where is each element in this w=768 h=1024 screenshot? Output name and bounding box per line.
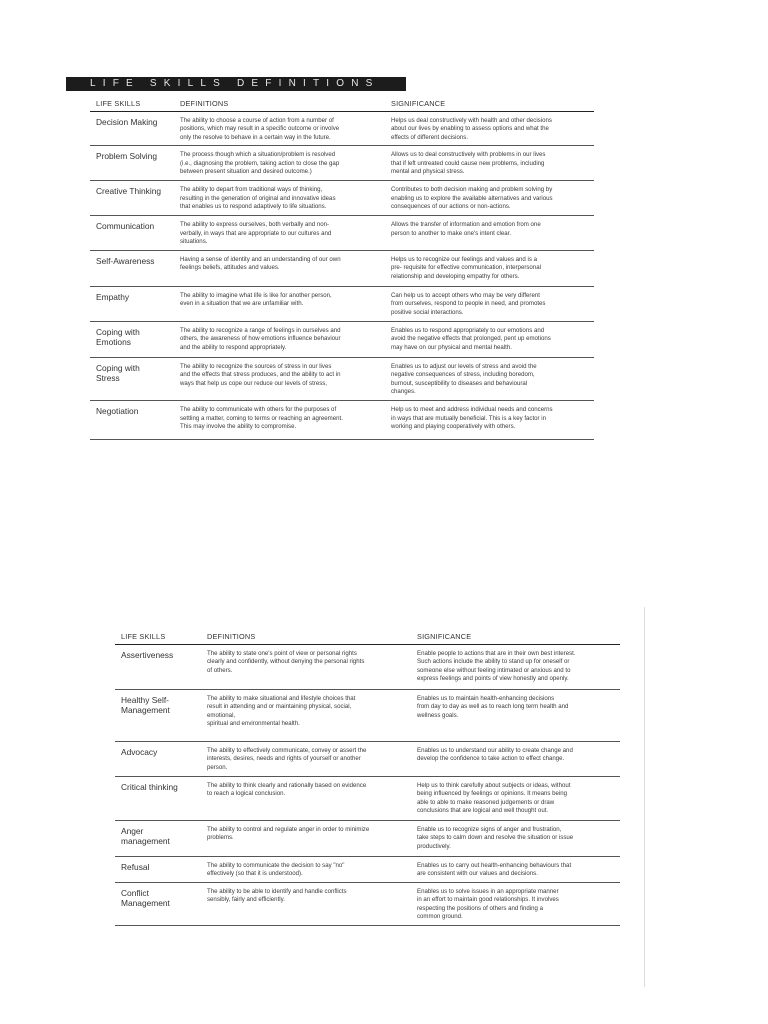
significance-cell: Enable people to actions that are in their own best interest. Such actions include the ability to stand up for oneself or someone else without feeling intimated or anxious and to express feelings and points of view honestly and openly. <box>411 644 620 689</box>
skill-cell: Coping with Emotions <box>90 321 174 357</box>
table-row <box>90 357 594 400</box>
skill-cell: Conflict Management <box>115 882 201 925</box>
table-row <box>90 401 594 440</box>
skill-cell: Communication <box>90 216 174 251</box>
skill-cell: Self-Awareness <box>90 250 174 286</box>
definition-cell: The ability to control and regulate anger in order to minimize problems. <box>201 820 411 856</box>
definition-cell: The ability to state one's point of view or personal rights clearly and confidently, without denying the personal rights of others. <box>201 644 411 689</box>
definition-cell: The ability to depart from traditional ways of thinking, resulting in the generation of original and innovative ideas that enables us to respond adaptively to life situations. <box>174 181 385 216</box>
table-row <box>90 111 594 146</box>
significance-cell: Enables us to respond appropriately to our emotions and avoid the negative effects that prolonged, pent up emotions may have on our physical and mental health. <box>385 321 594 357</box>
skill-cell: Assertiveness <box>115 644 201 689</box>
skill-cell: Decision Making <box>90 111 174 146</box>
significance-cell: Help us to meet and address individual needs and concerns in ways that are mutually beneficial. This is a key factor in working and playing cooperatively with others. <box>385 401 594 440</box>
section-banner: LIFE SKILLS DEFINITIONS <box>66 77 406 91</box>
significance-cell: Enables us to adjust our levels of stress and avoid the negative consequences of stress, including boredom, burnout, susceptibility to diseases and behavioural changes. <box>385 357 594 400</box>
definition-cell: The ability to recognize the sources of stress in our lives and the effects that stress produces, and the ability to act in ways that help us cope our reduce our levels of stress, <box>174 357 385 400</box>
table-row <box>115 741 620 776</box>
definition-cell: The ability to make situational and lifestyle choices that result in attending and or maintaining physical, social, emotional, spiritual and environmental health. <box>201 689 411 741</box>
skill-cell: Negotiation <box>90 401 174 440</box>
table-row <box>115 689 620 741</box>
significance-cell: Allows the transfer of information and emotion from one person to another to make one's intent clear. <box>385 216 594 251</box>
significance-cell: Allows us to deal constructively with problems in our lives that if left untreated could cause new problems, including mental and physical stress. <box>385 146 594 181</box>
definition-cell: Having a sense of identity and an understanding of our own feelings beliefs, attitudes and values. <box>174 250 385 286</box>
significance-cell: Help us to think carefully about subjects or ideas, without being influenced by feelings or opinions. It means being able to able to make reasoned judgements or draw conclusions that are logical and well thought out. <box>411 776 620 820</box>
table-row <box>115 856 620 882</box>
table-row <box>115 644 620 689</box>
skill-cell: Critical thinking <box>115 776 201 820</box>
skill-cell: Healthy Self- Management <box>115 689 201 741</box>
definition-cell: The ability to recognize a range of feelings in ourselves and others, the awareness of how emotions influence behaviour and the ability to respond appropriately. <box>174 321 385 357</box>
table-row <box>115 776 620 820</box>
header-significance: SIGNIFICANCE <box>385 93 594 111</box>
table-row <box>115 882 620 925</box>
life-skills-table-1 <box>90 93 594 440</box>
definition-cell: The ability to imagine what life is like for another person, even in a situation that we are unfamiliar with. <box>174 286 385 321</box>
skill-cell: Refusal <box>115 856 201 882</box>
header-definitions: DEFINITIONS <box>201 627 411 644</box>
table-row <box>90 286 594 321</box>
significance-cell: Contributes to both decision making and problem solving by enabling us to explore the available alternatives and various consequences of our actions or non-actions. <box>385 181 594 216</box>
table-row <box>90 146 594 181</box>
significance-cell: Helps us to recognize our feelings and values and is a pre- requisite for effective communication, interpersonal relationship and developing empathy for others. <box>385 250 594 286</box>
page-edge-divider <box>644 607 645 987</box>
significance-cell: Helps us deal constructively with health and other decisions about our lives by enabling to assess options and what the effects of different decisions. <box>385 111 594 146</box>
definition-cell: The ability to communicate with others for the purposes of settling a matter, coming to terms or reaching an agreement. This may involve the ability to compromise. <box>174 401 385 440</box>
definition-cell: The ability to choose a course of action from a number of positions, which may result in a specific outcome or involve only the resolve to behave in a certain way in the future. <box>174 111 385 146</box>
significance-cell: Can help us to accept others who may be very different from ourselves, respond to people in need, and promotes positive social interactions. <box>385 286 594 321</box>
header-significance: SIGNIFICANCE <box>411 627 620 644</box>
table-row <box>115 820 620 856</box>
skill-cell: Empathy <box>90 286 174 321</box>
definition-cell: The ability to be able to identify and handle conflicts sensibly, fairly and efficiently. <box>201 882 411 925</box>
skill-cell: Advocacy <box>115 741 201 776</box>
table-row <box>90 181 594 216</box>
significance-cell: Enables us to understand our ability to create change and develop the confidence to take action to effect change. <box>411 741 620 776</box>
skill-cell: Creative Thinking <box>90 181 174 216</box>
life-skills-table-2 <box>115 627 620 926</box>
definition-cell: The ability to communicate the decision to say "no" effectively (so that it is understood). <box>201 856 411 882</box>
skill-cell: Problem Solving <box>90 146 174 181</box>
definition-cell: The process though which a situation/problem is resolved (i.e., diagnosing the problem, taking action to close the gap between present situation and desired outcome.) <box>174 146 385 181</box>
significance-cell: Enables us to carry out health-enhancing behaviours that are consistent with our values and decisions. <box>411 856 620 882</box>
significance-cell: Enables us to solve issues in an appropriate manner in an effort to maintain good relationships. It involves respecting the positions of others and finding a common ground. <box>411 882 620 925</box>
header-definitions: DEFINITIONS <box>174 93 385 111</box>
definition-cell: The ability to think clearly and rationally based on evidence to reach a logical conclusion. <box>201 776 411 820</box>
skill-cell: Anger management <box>115 820 201 856</box>
header-life-skills: LIFE SKILLS <box>115 627 201 644</box>
definition-cell: The ability to effectively communicate, convey or assert the interests, desires, needs and rights of yourself or another person. <box>201 741 411 776</box>
significance-cell: Enable us to recognize signs of anger and frustration, take steps to calm down and resolve the situation or issue productively. <box>411 820 620 856</box>
table-row <box>90 216 594 251</box>
table-row <box>90 321 594 357</box>
definition-cell: The ability to express ourselves, both verbally and non- verbally, in ways that are appropriate to our cultures and situations. <box>174 216 385 251</box>
header-life-skills: LIFE SKILLS <box>90 93 174 111</box>
significance-cell: Enables us to maintain health-enhancing decisions from day to day as well as to reach long term health and wellness goals. <box>411 689 620 741</box>
table-row <box>90 250 594 286</box>
table-body <box>115 644 620 926</box>
table-body <box>90 111 594 440</box>
skill-cell: Coping with Stress <box>90 357 174 400</box>
